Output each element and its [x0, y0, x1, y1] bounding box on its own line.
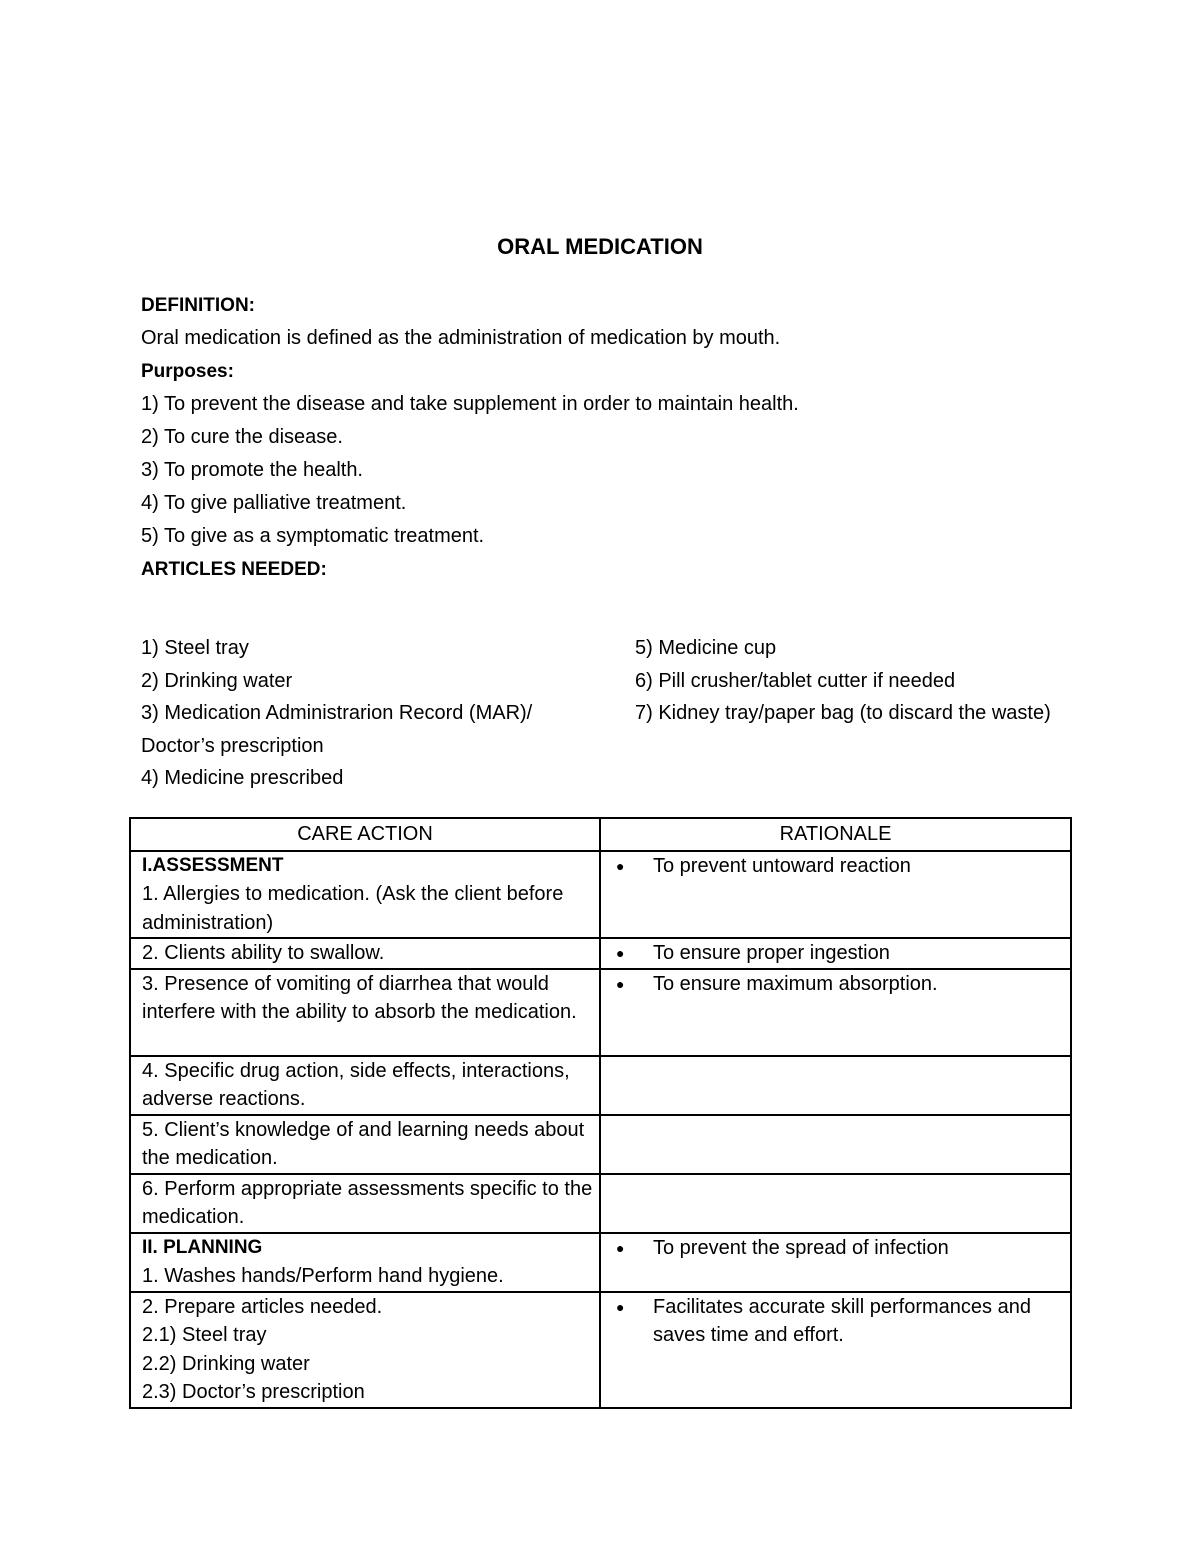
articles-left-column [141, 632, 581, 795]
article-item: 3) Medication Administrarion Record (MAR)/ Doctor’s prescription [141, 702, 533, 757]
article-item: 2) Drinking water [141, 669, 293, 692]
table-row [130, 1174, 1071, 1233]
section-heading: I.ASSESSMENT [142, 854, 284, 876]
rationale-cell [600, 1292, 1071, 1408]
table-row [130, 1292, 1071, 1408]
action-text: 3. Presence of vomiting of diarrhea that would interfere with the ability to absorb the medication. [142, 972, 577, 1023]
rationale-cell [600, 1233, 1071, 1292]
rationale-bullet: ● To ensure proper ingestion [653, 939, 1066, 968]
sub-item: 2.3) Doctor’s prescription [142, 1381, 365, 1403]
article-item: 7) Kidney tray/paper bag (to discard the waste) [635, 702, 1051, 724]
table-row [130, 1115, 1071, 1174]
action-text: 6. Perform appropriate assessments specific to the medication. [142, 1177, 593, 1228]
rationale-cell [600, 1115, 1071, 1174]
article-item: 6) Pill crusher/tablet cutter if needed [635, 669, 956, 692]
care-action-cell [130, 851, 600, 939]
sub-item: 2.1) Steel tray [142, 1324, 267, 1346]
rationale-cell [600, 938, 1071, 969]
rationale-cell [600, 1056, 1071, 1115]
care-action-cell [130, 969, 600, 1056]
table-row [130, 969, 1071, 1056]
table-header-row [130, 818, 1071, 851]
action-text: 1. Washes hands/Perform hand hygiene. [142, 1265, 504, 1287]
care-action-cell [130, 1233, 600, 1292]
article-item: 4) Medicine prescribed [141, 767, 344, 789]
table-row [130, 1056, 1071, 1115]
definition-heading: DEFINITION: [141, 295, 255, 316]
articles-heading: ARTICLES NEEDED: [141, 559, 327, 580]
action-text: 2. Clients ability to swallow. [142, 942, 385, 964]
rationale-bullet: ● To prevent untoward reaction [653, 852, 1066, 881]
care-action-cell [130, 1174, 600, 1233]
rationale-cell [600, 969, 1071, 1056]
table-row [130, 938, 1071, 969]
rationale-bullet: ● To ensure maximum absorption. [653, 970, 1066, 999]
article-item: 5) Medicine cup [635, 637, 777, 659]
care-action-table [129, 817, 1072, 1409]
action-text: 5. Client’s knowledge of and learning needs about the medication. [142, 1118, 585, 1169]
care-action-cell [130, 1056, 600, 1115]
rationale-bullet: ● To prevent the spread of infection [653, 1234, 1066, 1263]
articles-right-column [635, 632, 1075, 730]
rationale-cell [600, 1174, 1071, 1233]
section-heading: II. PLANNING [142, 1236, 263, 1258]
definition-text: Oral medication is defined as the administration of medication by mouth. [141, 327, 781, 349]
sub-item: 2.2) Drinking water [142, 1352, 310, 1375]
action-text: 4. Specific drug action, side effects, interactions, adverse reactions. [142, 1059, 570, 1110]
table-row [130, 1233, 1071, 1292]
purpose-item: 5) To give as a symptomatic treatment. [141, 525, 485, 547]
care-action-cell [130, 1292, 600, 1408]
purpose-item: 1) To prevent the disease and take supplement in order to maintain health. [141, 393, 799, 415]
intro-section [141, 289, 1101, 586]
action-text: 2. Prepare articles needed. [142, 1295, 383, 1318]
rationale-header: RATIONALE [600, 818, 1071, 851]
article-item: 1) Steel tray [141, 637, 249, 659]
page-title: ORAL MEDICATION [497, 234, 703, 259]
care-action-cell [130, 1115, 600, 1174]
purpose-item: 4) To give palliative treatment. [141, 492, 407, 514]
purpose-item: 2) To cure the disease. [141, 426, 343, 448]
care-action-header: CARE ACTION [130, 818, 600, 851]
table-row [130, 851, 1071, 939]
purpose-item: 3) To promote the health. [141, 459, 363, 481]
purposes-heading: Purposes: [141, 361, 234, 382]
care-action-cell [130, 938, 600, 969]
rationale-cell [600, 851, 1071, 939]
rationale-bullet: ● Facilitates accurate skill performances and saves time and effort. [653, 1293, 1066, 1350]
action-text: 1. Allergies to medication. (Ask the client before administration) [142, 883, 564, 934]
